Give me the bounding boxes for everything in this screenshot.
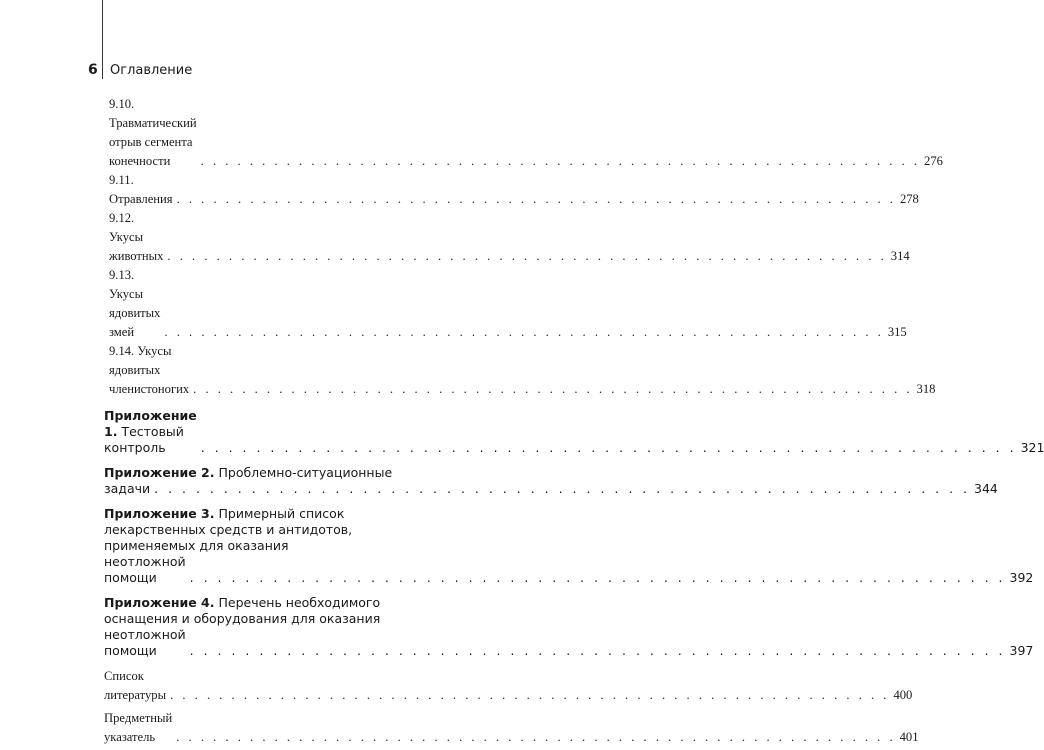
toc-entry-page: 344 <box>974 481 998 496</box>
page-number: 6 <box>88 62 98 78</box>
leader-dots: . . . . . . . . . . . . . . . . . . . . . . . . . . . . . . . . . . . . . . . . . . . . . . . . . . . . . . . . . . . <box>167 249 887 263</box>
section-title: Оглавление <box>110 63 193 78</box>
toc-entry-appendix-1[interactable] <box>104 408 1044 456</box>
leader-dots: . . . . . . . . . . . . . . . . . . . . . . . . . . . . . . . . . . . . . . . . . . . . . . . . . . . . . . . . . . . <box>189 570 1006 585</box>
appendix-title-line: Перечень необходимого <box>218 595 381 610</box>
toc-entry-page: 400 <box>893 688 913 702</box>
toc-entry-page: 397 <box>1009 643 1034 658</box>
leader-dots: . . . . . . . . . . . . . . . . . . . . . . . . . . . . . . . . . . . . . . . . . . . . . . . . . . . . . . . . . . . <box>193 382 913 396</box>
toc-entry-9-13[interactable] <box>104 266 907 342</box>
leader-dots: . . . . . . . . . . . . . . . . . . . . . . . . . . . . . . . . . . . . . . . . . . . . . . . . . . . . . . . . . . . <box>164 325 884 339</box>
toc-entry-label: Список литературы <box>104 669 167 702</box>
toc-entry-page: 276 <box>924 154 943 168</box>
appendix-title-line: оснащения и оборудования для оказания <box>104 611 381 626</box>
toc-entry-bibliography[interactable] <box>104 667 913 705</box>
toc-entry-label: 9.13. Укусы ядовитых змей <box>109 268 161 339</box>
table-of-contents <box>104 95 1044 747</box>
toc-entry-page: 318 <box>916 382 936 396</box>
leader-dots: . . . . . . . . . . . . . . . . . . . . . . . . . . . . . . . . . . . . . . . . . . . . . . . . . . . . . . . . . . . <box>176 730 896 744</box>
toc-entry-appendix-2[interactable] <box>104 465 998 497</box>
appendix-title-line: неотложной помощи <box>104 554 186 585</box>
toc-entry-label: 9.14. Укусы ядовитых членистоногих <box>109 344 190 396</box>
toc-entry-page: 315 <box>887 325 907 339</box>
toc-entry-9-11[interactable] <box>104 171 919 209</box>
appendix-prefix: Приложение 3. <box>104 506 215 521</box>
toc-entry-label: Предметный указатель <box>104 711 173 744</box>
leader-dots: . . . . . . . . . . . . . . . . . . . . . . . . . . . . . . . . . . . . . . . . . . . . . . . . . . . . . . . . . . . <box>200 154 921 168</box>
appendix-title-line: лекарственных средств и антидотов, <box>104 522 353 537</box>
leader-dots: . . . . . . . . . . . . . . . . . . . . . . . . . . . . . . . . . . . . . . . . . . . . . . . . . . . . . . . . . . . <box>176 192 896 206</box>
header-rule <box>102 0 103 79</box>
toc-entry-page: 278 <box>899 192 919 206</box>
toc-entry-label: 9.11. Отравления <box>109 173 173 206</box>
appendix-title-line: неотложной помощи <box>104 627 186 658</box>
appendix-title-line: задачи <box>104 481 151 496</box>
leader-dots: . . . . . . . . . . . . . . . . . . . . . . . . . . . . . . . . . . . . . . . . . . . . . . . . . . . . . . . . . . . <box>189 643 1006 658</box>
toc-entry-9-14[interactable] <box>104 342 936 399</box>
appendix-title-line: Проблемно-ситуационные <box>218 465 393 480</box>
leader-dots: . . . . . . . . . . . . . . . . . . . . . . . . . . . . . . . . . . . . . . . . . . . . . . . . . . . . . . . . . . . <box>170 688 890 702</box>
toc-entry-subject-index[interactable] <box>104 709 919 747</box>
toc-entry-page: 401 <box>899 730 919 744</box>
leader-dots: . . . . . . . . . . . . . . . . . . . . . . . . . . . . . . . . . . . . . . . . . . . . . . . . . . . . . . . . . . . <box>154 481 971 496</box>
appendix-prefix: Приложение 2. <box>104 465 215 480</box>
appendix-prefix: Приложение 1. <box>104 408 197 439</box>
toc-entry-9-12[interactable] <box>104 209 910 266</box>
toc-entry-appendix-3[interactable] <box>104 506 1034 586</box>
leader-dots: . . . . . . . . . . . . . . . . . . . . . . . . . . . . . . . . . . . . . . . . . . . . . . . . . . . . . . . . . . . <box>200 440 1017 455</box>
toc-entry-label: 9.12. Укусы животных <box>109 211 164 263</box>
toc-entry-page: 314 <box>890 249 910 263</box>
toc-entry-label: 9.10. Травматический отрыв сегмента конечности <box>109 97 197 168</box>
appendix-title-line: применяемых для оказания <box>104 538 289 553</box>
appendix-prefix: Приложение 4. <box>104 595 215 610</box>
toc-entry-page: 392 <box>1009 570 1034 585</box>
toc-entry-page: 321 <box>1020 440 1044 455</box>
toc-entry-appendix-4[interactable] <box>104 595 1034 659</box>
appendix-title-line: Примерный список <box>218 506 345 521</box>
appendix-title: Тестовый контроль <box>104 424 184 455</box>
toc-entry-9-10[interactable] <box>104 95 943 171</box>
